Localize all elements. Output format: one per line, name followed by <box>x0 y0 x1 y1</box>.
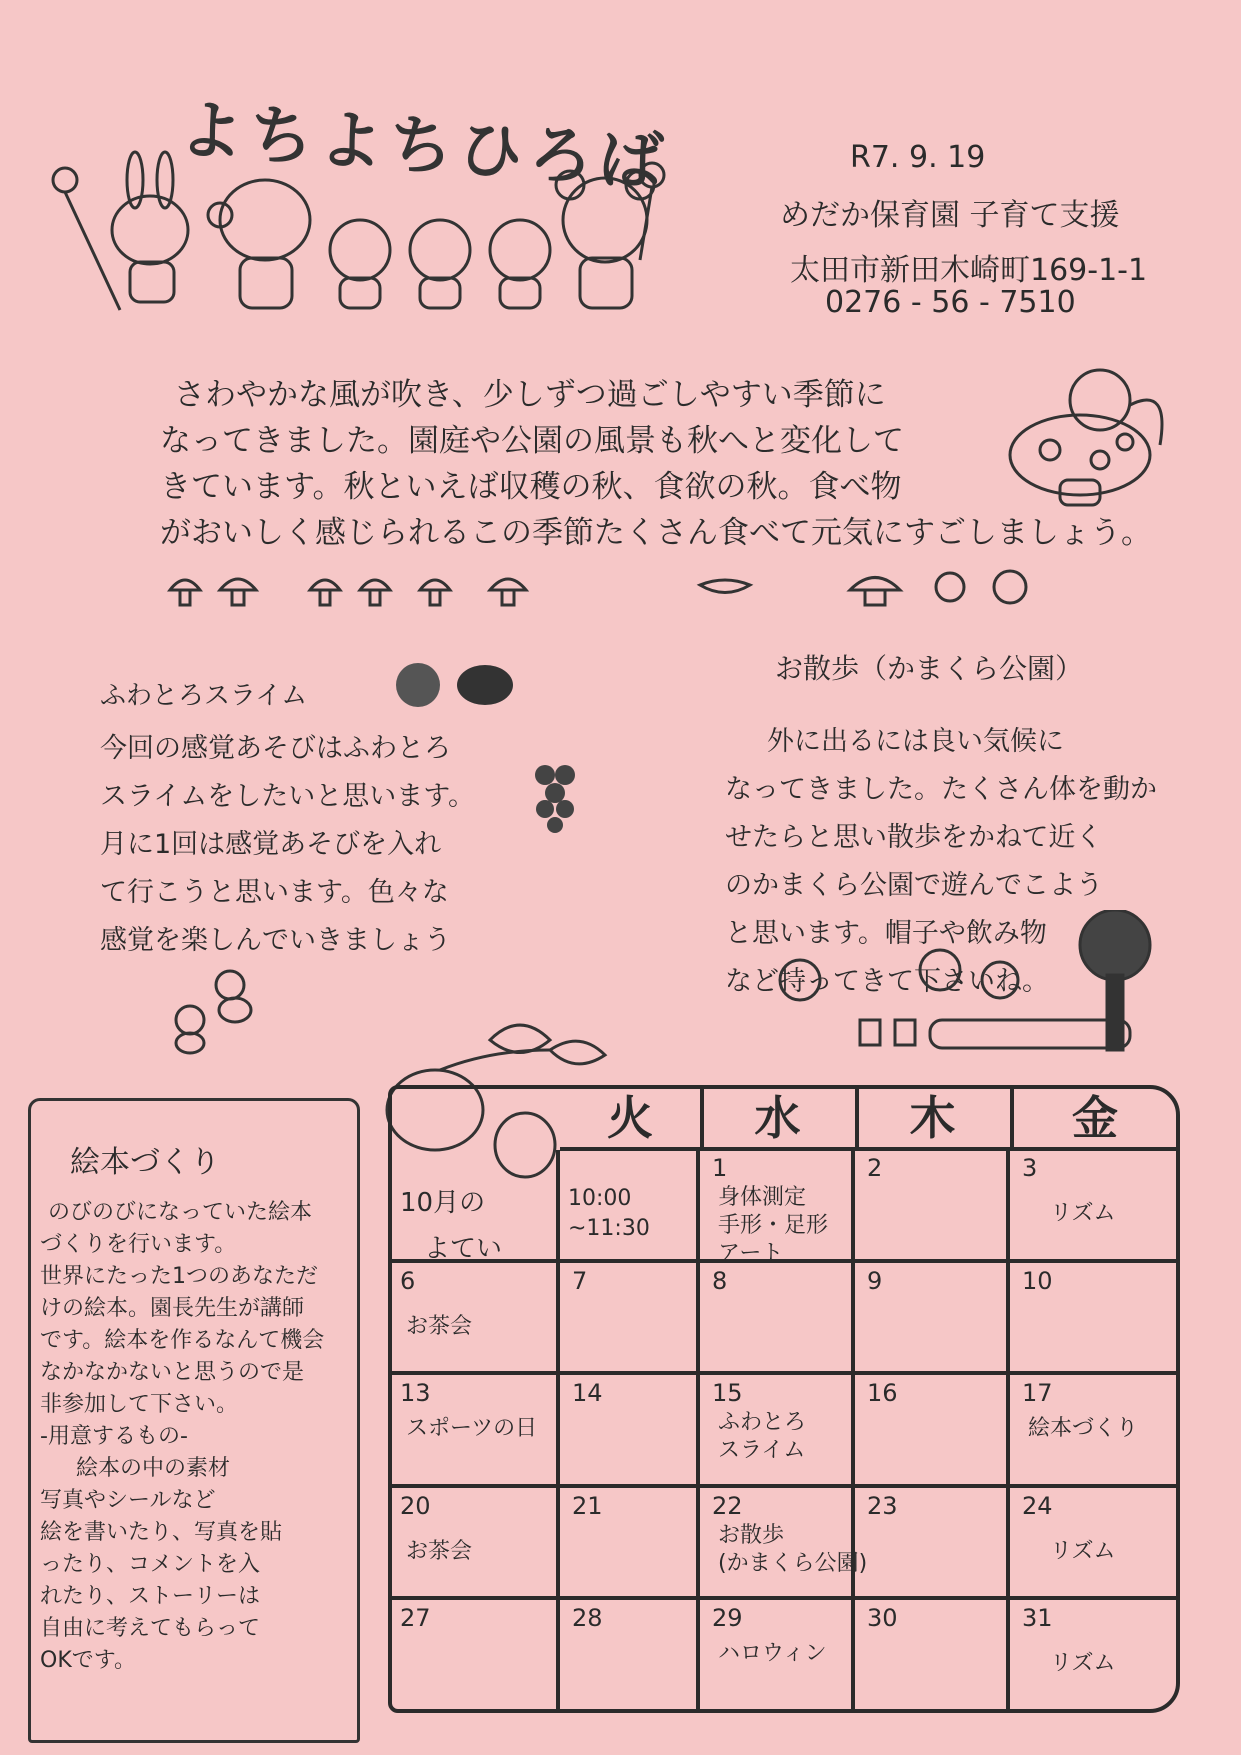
calendar-day-cell <box>1010 1150 1180 1263</box>
day-number: 13 <box>400 1379 431 1407</box>
day-number: 30 <box>867 1604 898 1632</box>
calendar-header <box>560 1085 1180 1151</box>
slime-line: 感覚を楽しんでいきましょう <box>100 925 451 956</box>
intro-line: がおいしく感じられるこの季節たくさん食べて元気にすごしましょう。 <box>160 515 1152 551</box>
book-line: -用意するもの- <box>40 1424 188 1449</box>
calendar-corner-cell <box>388 1150 560 1263</box>
day-number: 2 <box>867 1154 883 1182</box>
bear-figure <box>563 178 647 262</box>
characters-illustration <box>40 150 680 340</box>
calendar-grid <box>388 1150 1180 1713</box>
slime-line: て行こうと思います。色々な <box>100 877 449 908</box>
book-line: なかなかないと思うので是 <box>40 1360 305 1385</box>
calendar-event: リズム <box>1050 1539 1116 1564</box>
bunny-figure <box>112 196 188 264</box>
book-line: のびのびになっていた絵本 <box>48 1200 313 1225</box>
day-number: 28 <box>572 1604 603 1632</box>
calendar-day-cell <box>1010 1263 1180 1375</box>
slime-body <box>100 725 475 965</box>
park-kids-illustration <box>770 910 1180 1060</box>
calendar-day-cell <box>1010 1600 1180 1713</box>
intro-line: なってきました。園庭や公園の風景も秋へと変化して <box>160 423 904 459</box>
calendar-event: お茶会 <box>406 1539 473 1564</box>
day-number: 24 <box>1022 1492 1053 1520</box>
squirrel-mushroom-icon <box>1000 360 1180 510</box>
calendar-day-cell <box>1010 1375 1180 1488</box>
calendar-event: お散歩 <box>718 1523 785 1548</box>
day-header-tue: 火 <box>560 1085 704 1151</box>
book-line: れたり、ストーリーは <box>40 1584 261 1609</box>
calendar-event: (かまくら公園) <box>718 1551 868 1576</box>
organization-name: めだか保育園 子育て支援 <box>780 198 1120 233</box>
calendar-event: 身体測定 <box>718 1185 807 1210</box>
walk-line: と思います。帽子や飲み物 <box>725 918 1047 949</box>
corner-line: よてい <box>424 1234 503 1264</box>
day-header-fri: 金 <box>1072 1091 1118 1145</box>
calendar-event: スライム <box>718 1438 806 1463</box>
chestnut-icon <box>390 660 530 710</box>
calendar-day-cell <box>560 1600 700 1713</box>
day-number: 1 <box>712 1154 728 1182</box>
calendar-day-cell <box>855 1375 1010 1488</box>
page-title: よちよちひろば <box>177 93 671 202</box>
book-line: ったり、コメントを入 <box>40 1552 261 1577</box>
calendar-event: ハロウィン <box>718 1641 827 1666</box>
calendar-day-cell <box>700 1600 855 1713</box>
bugs-icon <box>160 965 270 1055</box>
grapes-icon <box>520 745 590 835</box>
day-number: 8 <box>712 1267 728 1295</box>
slime-line: 月に1回は感覚あそびを入れ <box>100 829 442 860</box>
calendar-day-cell <box>700 1150 855 1266</box>
calendar-event: ふわとろ <box>718 1410 807 1435</box>
day-number: 27 <box>400 1604 431 1632</box>
day-number: 14 <box>572 1379 603 1407</box>
calendar-event: リズム <box>1050 1651 1116 1676</box>
calendar-day-cell <box>560 1375 700 1488</box>
day-number: 21 <box>572 1492 603 1520</box>
corner-line: 10月の <box>400 1188 486 1218</box>
calendar-day-cell <box>700 1375 855 1488</box>
calendar-day-cell <box>388 1375 560 1488</box>
calendar-day-cell <box>855 1488 1010 1600</box>
address: 太田市新田木崎町169-1-1 <box>790 253 1148 288</box>
day-number: 6 <box>400 1267 416 1295</box>
child-figure <box>490 220 550 280</box>
picture-book-heading: 絵本づくり <box>70 1145 220 1180</box>
book-line: 絵本の中の素材 <box>76 1456 231 1481</box>
book-line: づくりを行います。 <box>40 1232 237 1257</box>
day-number: 15 <box>712 1379 743 1407</box>
calendar-day-cell <box>1010 1488 1180 1600</box>
calendar-day-cell <box>700 1263 855 1375</box>
slime-heading: ふわとろスライム <box>100 681 308 711</box>
intro-line: さわやかな風が吹き、少しずつ過ごしやすい季節に <box>174 377 886 413</box>
day-header-thu: 木 <box>855 1085 1014 1151</box>
walk-line: せたらと思い散歩をかねて近く <box>725 822 1103 853</box>
mushroom-row-icon <box>160 565 1060 615</box>
book-line: 絵を書いたり、写真を貼 <box>40 1520 283 1545</box>
calendar-event: リズム <box>1050 1201 1116 1226</box>
squirrel-figure <box>220 180 310 260</box>
intro-line: きています。秋といえば収穫の秋、食欲の秋。食べ物 <box>160 469 902 505</box>
walk-line: 外に出るには良い気候に <box>767 726 1064 757</box>
walk-line: のかまくら公園で遊んでこよう <box>725 870 1103 901</box>
picture-book-body <box>40 1197 324 1677</box>
calendar-event: スポーツの日 <box>406 1416 538 1441</box>
calendar-day-cell <box>388 1263 560 1375</box>
calendar-event: 絵本づくり <box>1028 1416 1139 1441</box>
child-figure <box>330 220 390 280</box>
walk-line: なってきました。たくさん体を動か <box>725 774 1157 805</box>
walk-heading: お散歩（かまくら公園） <box>775 652 1084 685</box>
calendar-day-cell <box>560 1263 700 1375</box>
calendar-day-cell <box>700 1488 868 1600</box>
book-line: 写真やシールなど <box>40 1488 216 1513</box>
calendar-day-cell <box>388 1600 560 1713</box>
calendar-day-cell <box>855 1263 1010 1375</box>
calendar-event: 手形・足形 <box>718 1213 829 1238</box>
phone-number: 0276 - 56 - 7510 <box>825 285 1076 320</box>
calendar-day-cell <box>855 1600 1010 1713</box>
day-number: 20 <box>400 1492 431 1520</box>
issue-date: R7. 9. 19 <box>850 140 986 175</box>
slime-line: 今回の感覚あそびはふわとろ <box>100 733 451 764</box>
book-line: 非参加して下さい。 <box>40 1392 239 1417</box>
book-line: です。絵本を作るなんて機会 <box>40 1328 325 1353</box>
calendar-day-cell <box>560 1488 700 1600</box>
day-number: 31 <box>1022 1604 1053 1632</box>
day-number: 23 <box>867 1492 898 1520</box>
day-number: 7 <box>572 1267 588 1295</box>
book-line: 世界にたった1つのあなただ <box>40 1264 318 1289</box>
day-header-wed: 水 <box>700 1085 859 1151</box>
calendar-day-cell <box>855 1150 1010 1263</box>
day-number: 3 <box>1022 1154 1038 1182</box>
calendar-day-cell <box>388 1488 560 1600</box>
book-line: OKです。 <box>40 1648 136 1673</box>
day-number: 29 <box>712 1604 743 1632</box>
child-figure <box>410 220 470 280</box>
day-number: 10 <box>1022 1267 1053 1295</box>
calendar-event: アート <box>718 1241 784 1266</box>
book-line: 自由に考えてもらって <box>40 1616 261 1641</box>
day-number: 17 <box>1022 1379 1053 1407</box>
day-number: 16 <box>867 1379 898 1407</box>
book-line: けの絵本。園長先生が講師 <box>40 1296 305 1321</box>
walk-line: など持ってきて下さいね。 <box>725 966 1049 997</box>
calendar-event: お茶会 <box>406 1314 473 1339</box>
slime-line: スライムをしたいと思います。 <box>100 781 476 812</box>
time-slot: 10:00 ~11:30 <box>568 1186 650 1241</box>
day-number: 22 <box>712 1492 743 1520</box>
day-number: 9 <box>867 1267 883 1295</box>
